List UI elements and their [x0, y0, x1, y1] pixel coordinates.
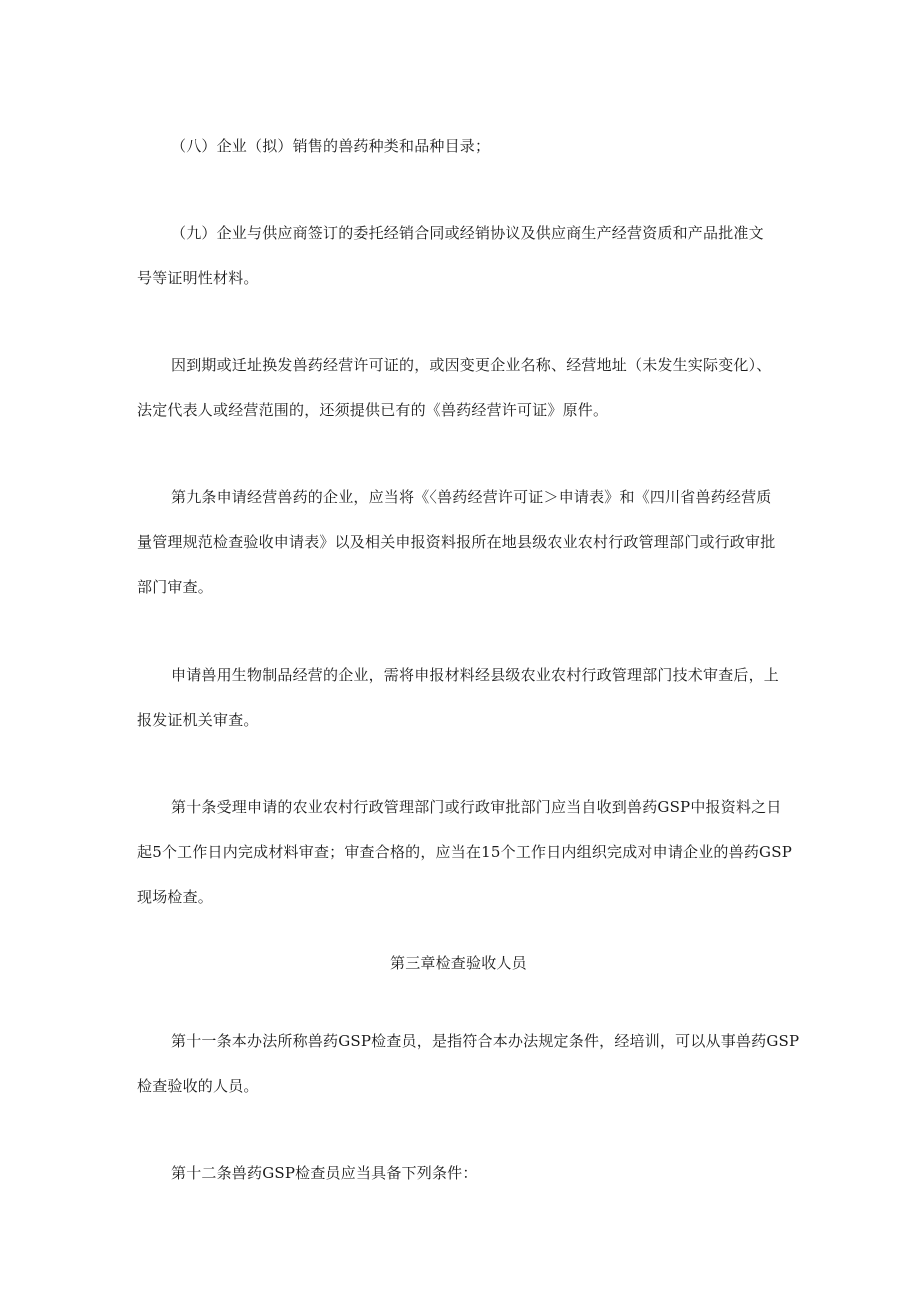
paragraph-item-8-line-1: （八）企业（拟）销售的兽药种类和品种目录； — [171, 137, 491, 155]
article-9-line-3: 部门审查。 — [137, 578, 214, 596]
chapter-heading: 第三章检查验收人员 — [390, 954, 527, 972]
article-12-line-1: 第十二条兽药GSP检查员应当具备下列条件： — [171, 1164, 478, 1182]
paragraph-biologics-line-1: 申请兽用生物制品经营的企业，需将申报材料经县级农业农村行政管理部门技术审查后，上 — [171, 666, 780, 684]
article-11-line-2: 检查验收的人员。 — [137, 1077, 259, 1095]
article-10-line-2: 起5个工作日内完成材料审查；审查合格的，应当在15个工作日内组织完成对申请企业的兽药GSP — [137, 843, 792, 861]
paragraph-biologics-line-2: 报发证机关审查。 — [137, 711, 259, 729]
article-10-line-1: 第十条受理申请的农业农村行政管理部门或行政审批部门应当自收到兽药GSP中报资料之日 — [171, 798, 782, 816]
article-10-line-3: 现场检查。 — [137, 888, 214, 906]
paragraph-renewal-line-2: 法定代表人或经营范围的，还须提供已有的《兽药经营许可证》原件。 — [137, 401, 609, 419]
article-9-line-2: 量管理规范检查验收申请表》以及相关申报资料报所在地县级农业农村行政管理部门或行政审批 — [137, 533, 776, 551]
paragraph-renewal-line-1: 因到期或迁址换发兽药经营许可证的，或因变更企业名称、经营地址（未发生实际变化）、 — [171, 356, 772, 374]
paragraph-item-9-line-2: 号等证明性材料。 — [137, 269, 259, 287]
paragraph-item-9-line-1: （九）企业与供应商签订的委托经销合同或经销协议及供应商生产经营资质和产品批准文 — [171, 224, 764, 242]
article-9-line-1: 第九条申请经营兽药的企业，应当将《〈兽药经营许可证＞申请表》和《四川省兽药经营质 — [171, 488, 772, 506]
article-11-line-1: 第十一条本办法所称兽药GSP检查员，是指符合本办法规定条件，经培训，可以从事兽药GSP — [171, 1032, 800, 1050]
